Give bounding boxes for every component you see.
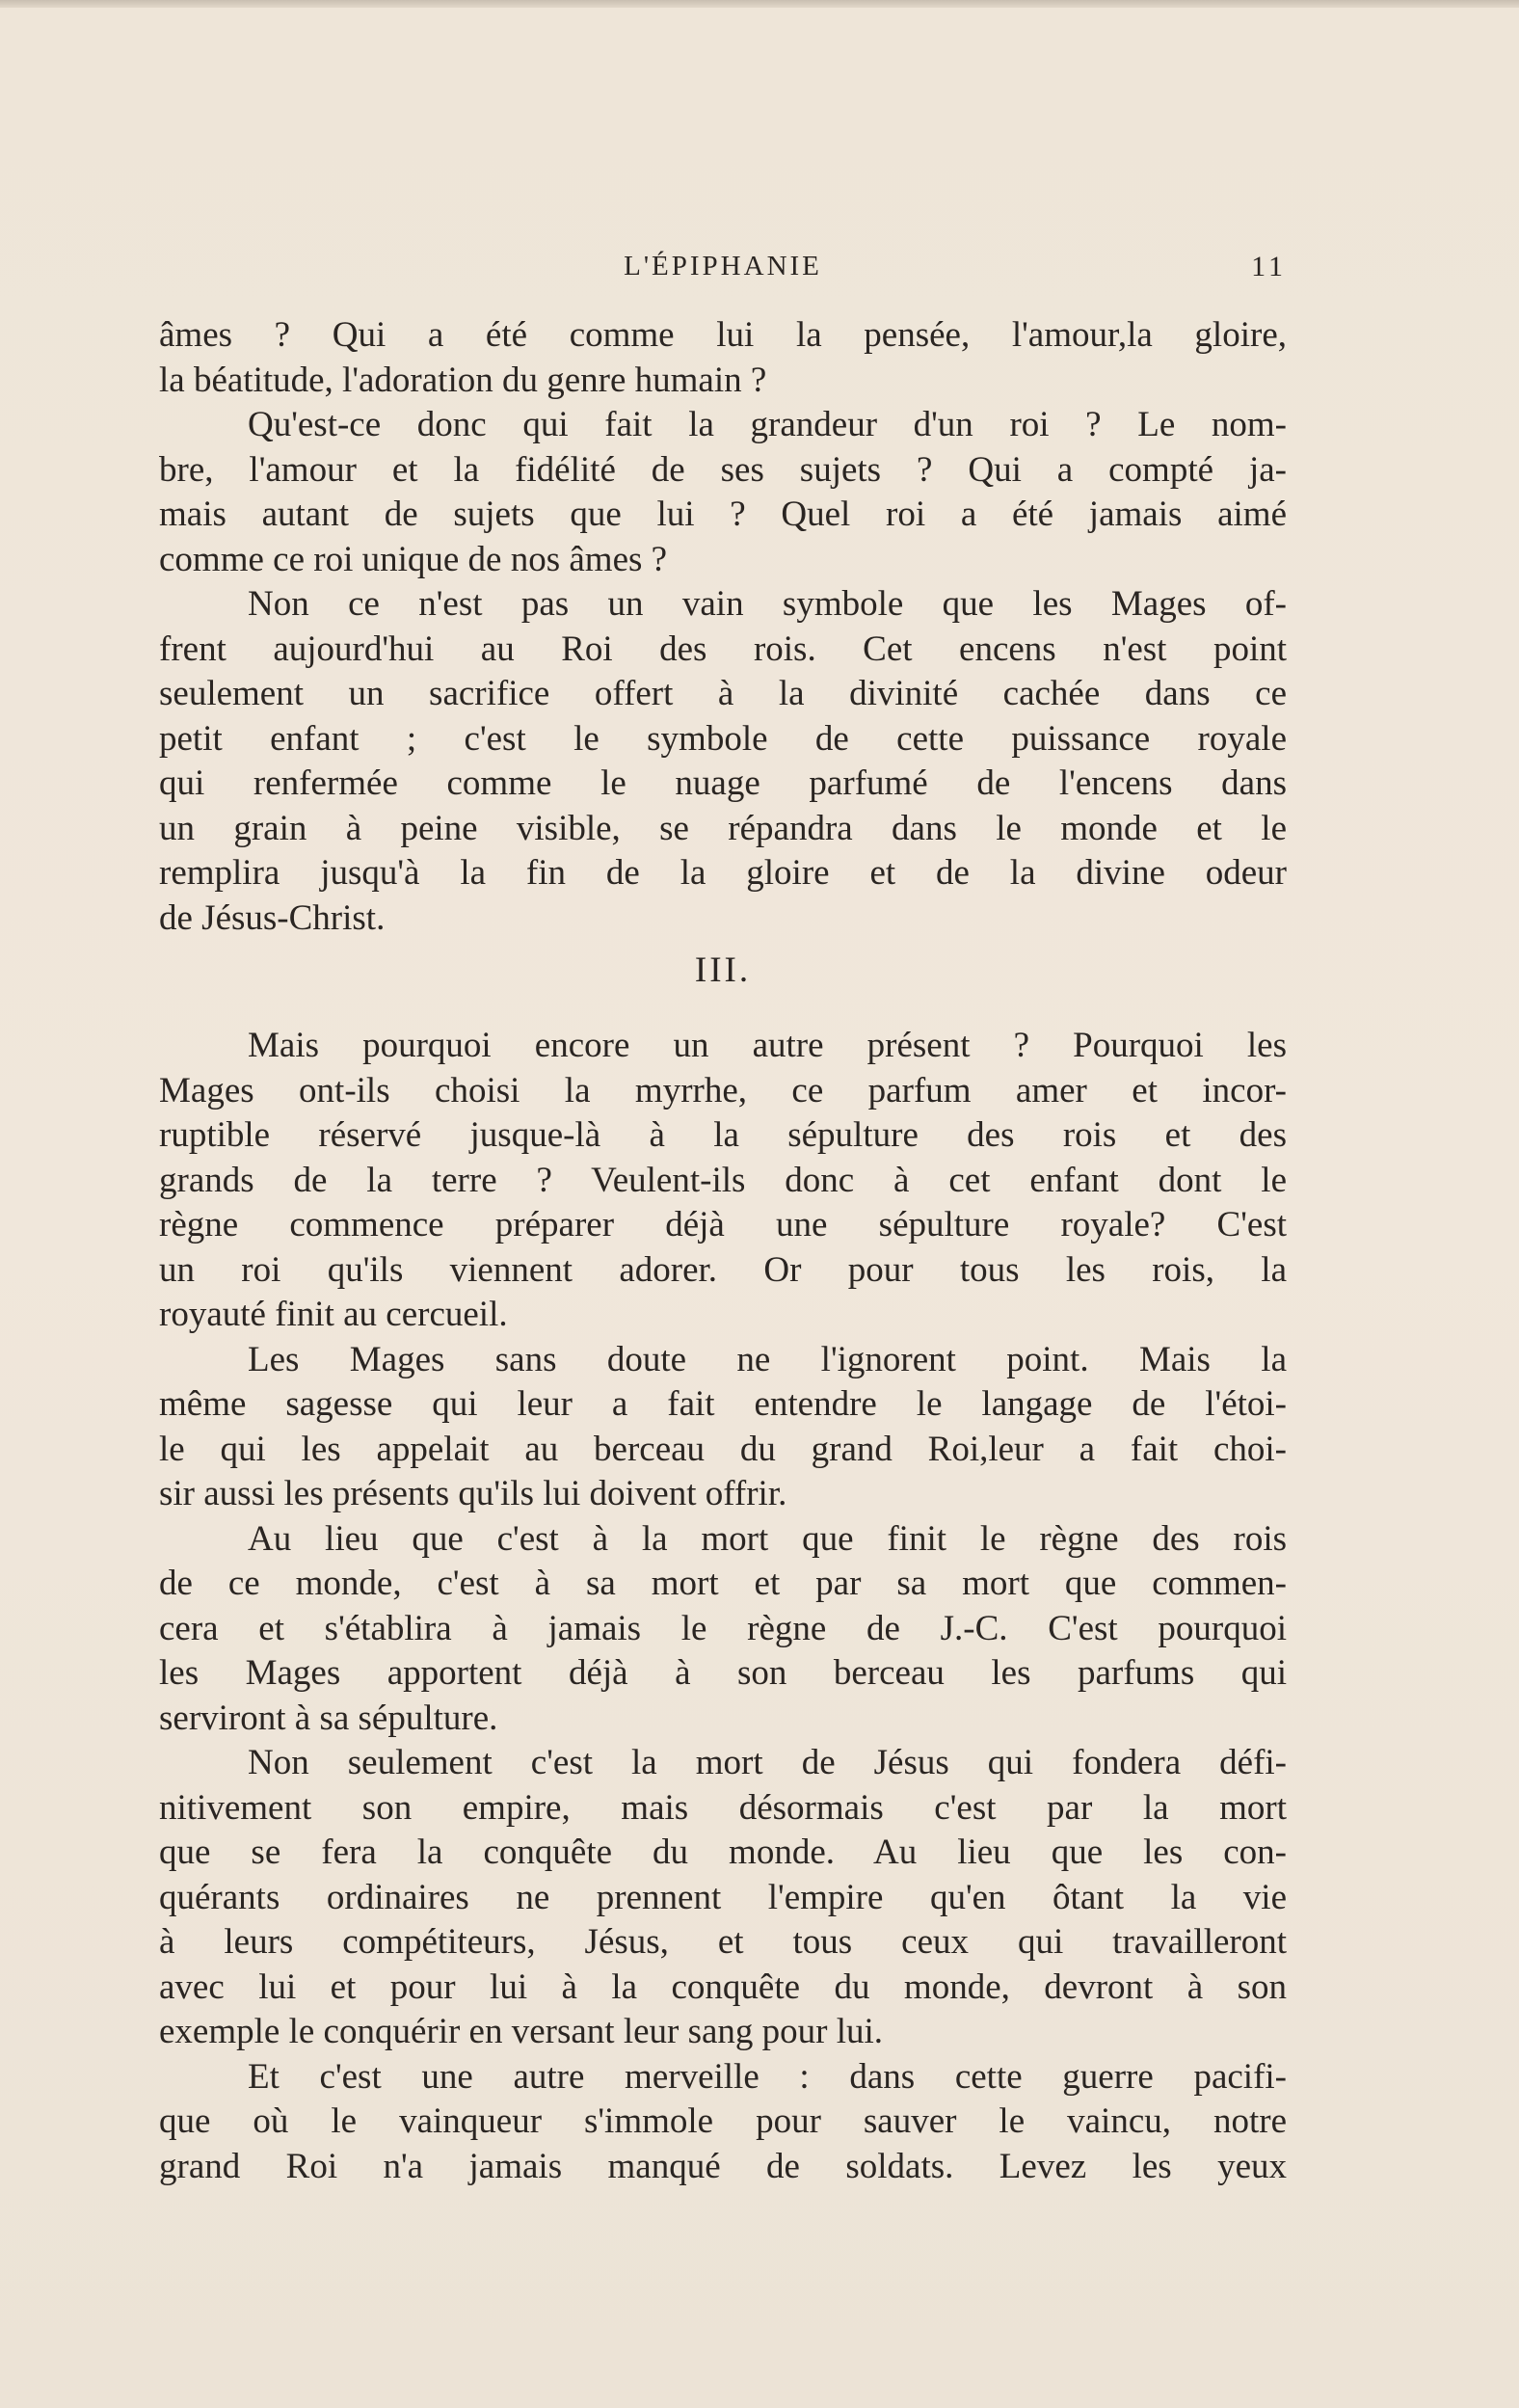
text-line: exemple le conquérir en versant leur sang pour lui. (159, 2012, 884, 2051)
text-line: que où le vainqueur s'immole pour sauver le vaincu, notre (159, 2101, 1287, 2141)
text-line: serviront à sa sépulture. (159, 1698, 498, 1738)
text-line: âmes ? Qui a été comme lui la pensée, l'amour,la gloire, (159, 315, 1287, 355)
text-line: bre, l'amour et la fidélité de ses sujets ? Qui a compté ja- (159, 449, 1287, 490)
text-line: de ce monde, c'est à sa mort et par sa mort que commen- (159, 1564, 1287, 1603)
text-line: Mages ont-ils choisi la myrrhe, ce parfum amer et incor- (159, 1070, 1287, 1110)
text-line: royauté finit au cercueil. (159, 1295, 508, 1334)
text-line: les Mages apportent déjà à son berceau les parfums qui (159, 1653, 1287, 1693)
text-line: grand Roi n'a jamais manqué de soldats. Levez les yeux (159, 2146, 1287, 2186)
text-line: nitivement son empire, mais désormais c'est par la mort (159, 1787, 1287, 1828)
text-line: remplira jusqu'à la fin de la gloire et de la divine odeur (159, 853, 1287, 893)
text-line: qui renfermée comme le nuage parfumé de l'encens dans (159, 763, 1287, 803)
body-text (159, 313, 1287, 2189)
text-line: ruptible réservé jusque-là à la sépulture des rois et des (159, 1115, 1287, 1155)
section-heading: III. (694, 950, 752, 990)
text-line: sir aussi les présents qu'ils lui doivent offrir. (159, 1474, 787, 1513)
text-line: Qu'est-ce donc qui fait la grandeur d'un roi ? Le nom- (248, 405, 1287, 444)
text-line: règne commence préparer déjà une sépulture royale? C'est (159, 1205, 1287, 1244)
text-line: seulement un sacrifice offert à la divinité cachée dans ce (159, 674, 1287, 713)
text-line: Non ce n'est pas un vain symbole que les Mages of- (248, 584, 1287, 624)
text-line: comme ce roi unique de nos âmes ? (159, 539, 668, 579)
text-line: petit enfant ; c'est le symbole de cette puissance royale (159, 718, 1287, 759)
text-line: grands de la terre ? Veulent-ils donc à cet enfant dont le (159, 1160, 1287, 1200)
running-title: L'ÉPIPHANIE (624, 251, 822, 281)
text-line: Et c'est une autre merveille : dans cette guerre pacifi- (248, 2056, 1287, 2097)
text-line: Mais pourquoi encore un autre présent ? Pourquoi les (248, 1026, 1287, 1065)
text-line: frent aujourd'hui au Roi des rois. Cet encens n'est point (159, 629, 1287, 669)
text-line: mais autant de sujets que lui ? Quel roi a été jamais aimé (159, 495, 1287, 534)
text-line: la béatitude, l'adoration du genre humain ? (159, 360, 767, 400)
running-head (159, 249, 1287, 291)
text-line: quérants ordinaires ne prennent l'empire qu'en ôtant la vie (159, 1877, 1287, 1917)
text-line: un grain à peine visible, se répandra dans le monde et le (159, 808, 1287, 848)
text-line: le qui les appelait au berceau du grand Roi,leur a fait choi- (159, 1429, 1287, 1469)
text-line: Au lieu que c'est à la mort que finit le règne des rois (248, 1518, 1287, 1559)
text-line: avec lui et pour lui à la conquête du monde, devront à son (159, 1967, 1287, 2007)
text-line: de Jésus-Christ. (159, 897, 386, 938)
text-line: que se fera la conquête du monde. Au lieu que les con- (159, 1833, 1287, 1872)
text-line: cera et s'établira à jamais le règne de J.-C. C'est pourquoi (159, 1608, 1287, 1648)
text-line: à leurs compétiteurs, Jésus, et tous ceux qui travailleront (159, 1922, 1287, 1962)
page-number: 11 (1251, 251, 1287, 282)
text-line: même sagesse qui leur a fait entendre le langage de l'étoi- (159, 1384, 1287, 1424)
page-top-edge (0, 0, 1519, 8)
text-line: un roi qu'ils viennent adorer. Or pour tous les rois, la (159, 1249, 1287, 1290)
text-line: Les Mages sans doute ne l'ignorent point. Mais la (248, 1339, 1287, 1379)
text-line: Non seulement c'est la mort de Jésus qui fondera défi- (248, 1743, 1287, 1782)
